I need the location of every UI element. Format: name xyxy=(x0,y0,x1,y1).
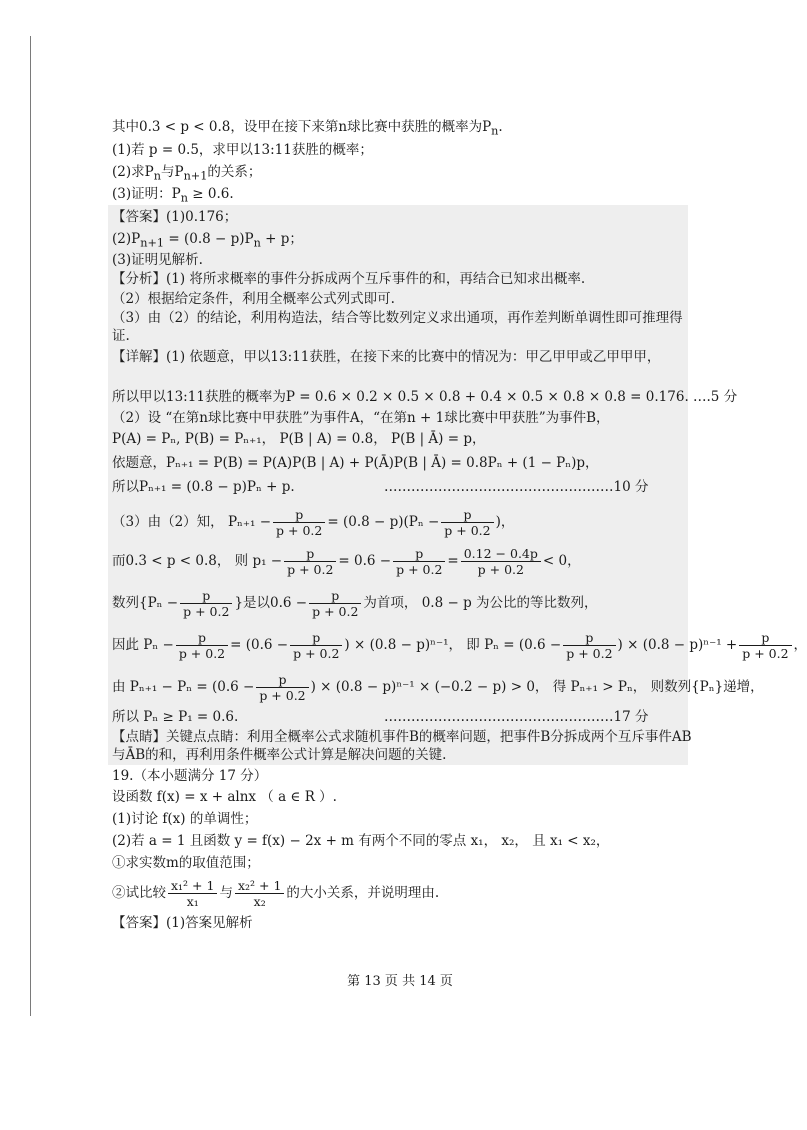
detail-2-total-probability: 依题意，Pₙ₊₁ = P(B) = P(A)P(B | A) + P(Ā)P(B | Ā) = 0.8Pₙ + (1 − Pₙ)p， xyxy=(112,455,599,471)
problem-19-q2-part2: ②试比较 $\frac{\text{x₁² + 1}}{\text{x₁}}$ 与 $\frac{\text{x₂² + 1}}{\text{x₂}}$ 的大小关系，并说明理由. xyxy=(112,878,440,909)
analysis-1: 【分析】(1) 将所求概率的事件分拆成两个互斥事件的和，再结合已知求出概率. xyxy=(112,271,586,287)
detail-2-conclusion: 所以Pₙ₊₁ = (0.8 − p)Pₙ + p. ……………………………………………10 分 xyxy=(112,479,649,495)
problem-19-function: 设函数 f(x) = x + alnx （ a ∈ R ）. xyxy=(112,789,337,805)
fraction: $\frac{\text{x₂² + 1}}{\text{x₂}}$ xyxy=(235,878,284,909)
detail-3-general-term: 因此 Pₙ − $\frac{p}{p + 0.2}$ = (0.6 − $\frac{p}{p + 0.2}$ ) × (0.8 − p)ⁿ⁻¹， 即 Pₙ = (0.6 − $\frac{p}{p + 0.2}$ ) × (0.8 − p)ⁿ⁻¹ + $\frac{p}{p + 0.2}$ ， xyxy=(112,630,807,661)
problem-19-q2: (2)若 a = 1 且函数 y = f(x) − 2x + m 有两个不同的零点 x₁， x₂， 且 x₁ < x₂， xyxy=(112,833,610,849)
detail-2-probabilities: P(A) = Pₙ, P(B) = Pₙ₊₁， P(B | A) = 0.8， P(B | Ā) = p， xyxy=(112,431,486,447)
key-point-note: 【点睛】关键点点睛：利用全概率公式求随机事件B的概率问题，把事件B分拆成两个互斥事件AB与ĀB的和，再利用条件概率公式计算是解决问题的关键. xyxy=(112,729,692,763)
problem-19-header: 19.（本小题满分 17 分） xyxy=(112,768,268,784)
detail-3-first-term: 而0.3 < p < 0.8， 则 p₁ − $\frac{p}{p + 0.2}$ = 0.6 − $\frac{p}{p + 0.2}$ = $\frac{0.12 - 0.4p}{p + 0.2}$ < 0， xyxy=(112,546,581,577)
analysis-2: （2）根据给定条件，利用全概率公式列式即可. xyxy=(112,291,395,307)
fraction: $\frac{\text{x₁² + 1}}{\text{x₁}}$ xyxy=(168,878,217,909)
fraction: $\frac{p}{p + 0.2}$ xyxy=(309,588,361,619)
detail-3-recurrence: （3）由（2）知， Pₙ₊₁ − $\frac{p}{p + 0.2}$ = (0.8 − p)(Pₙ − $\frac{p}{p + 0.2}$ )， xyxy=(112,507,515,538)
problem-19-q1: (1)讨论 f(x) 的单调性； xyxy=(112,811,258,827)
answer-2: $(2)P_{n+1} = (0.8 - p)P_n + p$； xyxy=(112,231,303,250)
fraction: $\frac{p}{p + 0.2}$ xyxy=(180,588,232,619)
page-footer: 第 13 页 共 14 页 xyxy=(347,974,453,989)
detail-3-geometric: 数列{Pₙ − $\frac{p}{p + 0.2}$ }是以0.6 − $\frac{p}{p + 0.2}$ 为首项， 0.8 − p 为公比的等比数列， xyxy=(112,588,598,619)
fraction: $\frac{p}{p + 0.2}$ xyxy=(739,630,791,661)
fraction: $\frac{0.12 - 0.4p}{p + 0.2}$ xyxy=(461,546,541,577)
detail-2-events: （2）设 “在第n球比赛中甲获胜”为事件A，“在第n + 1球比赛中甲获胜”为事件B， xyxy=(112,410,610,426)
fraction: $\frac{p}{p + 0.2}$ xyxy=(176,630,228,661)
fraction: $\frac{p}{p + 0.2}$ xyxy=(256,672,308,703)
fraction: $\frac{p}{p + 0.2}$ xyxy=(563,630,615,661)
fraction: $\frac{p}{p + 0.2}$ xyxy=(284,546,336,577)
detail-1-result: 所以甲以13:11获胜的概率为P = 0.6 × 0.2 × 0.5 × 0.8 + 0.4 × 0.5 × 0.8 × 0.8 = 0.176. ….5 分 xyxy=(112,389,738,405)
left-margin-rule xyxy=(30,36,31,1016)
detail-3-conclusion: 所以 Pₙ ≥ P₁ = 0.6. ……………………………………………17 分 xyxy=(112,709,649,725)
score-mark-10: ……………………………………………10 分 xyxy=(384,479,649,495)
problem-19-q2-part1: ①求实数m的取值范围； xyxy=(112,855,260,871)
question-3: (3)证明：$P_n \ge 0.6$. xyxy=(112,186,234,205)
fraction: $\frac{p}{p + 0.2}$ xyxy=(441,507,493,538)
detail-3-difference: 由 Pₙ₊₁ − Pₙ = (0.6 − $\frac{p}{p + 0.2}$ ) × (0.8 − p)ⁿ⁻¹ × (−0.2 − p) > 0， 得 Pₙ₊₁ > Pₙ， 则数列{Pₙ}递增， xyxy=(112,672,764,703)
fraction: $\frac{p}{p + 0.2}$ xyxy=(290,630,342,661)
answer-1: 【答案】(1)0.176； xyxy=(112,209,238,225)
score-mark-17: ……………………………………………17 分 xyxy=(384,709,649,725)
fraction: $\frac{p}{p + 0.2}$ xyxy=(393,546,445,577)
question-1: (1)若 p = 0.5，求甲以13:11获胜的概率； xyxy=(112,142,373,158)
analysis-3: （3）由（2）的结论，利用构造法，结合等比数列定义求出通项，再作差判断单调性即可推理得证. xyxy=(112,310,683,344)
question-2: (2)求$P_n$与$P_{n+1}$的关系； xyxy=(112,164,262,183)
detail-1: 【详解】(1) 依题意，甲以13:11获胜，在接下来的比赛中的情况为：甲乙甲甲或乙甲甲甲， xyxy=(112,349,661,365)
problem-19-answer: 【答案】(1)答案见解析 xyxy=(112,915,253,931)
answer-3: (3)证明见解析. xyxy=(112,252,203,268)
problem-intro-line: 其中0.3 < p < 0.8，设甲在接下来第n球比赛中获胜的概率为$P_n$. xyxy=(112,119,503,138)
fraction: $\frac{p}{p + 0.2}$ xyxy=(273,507,325,538)
